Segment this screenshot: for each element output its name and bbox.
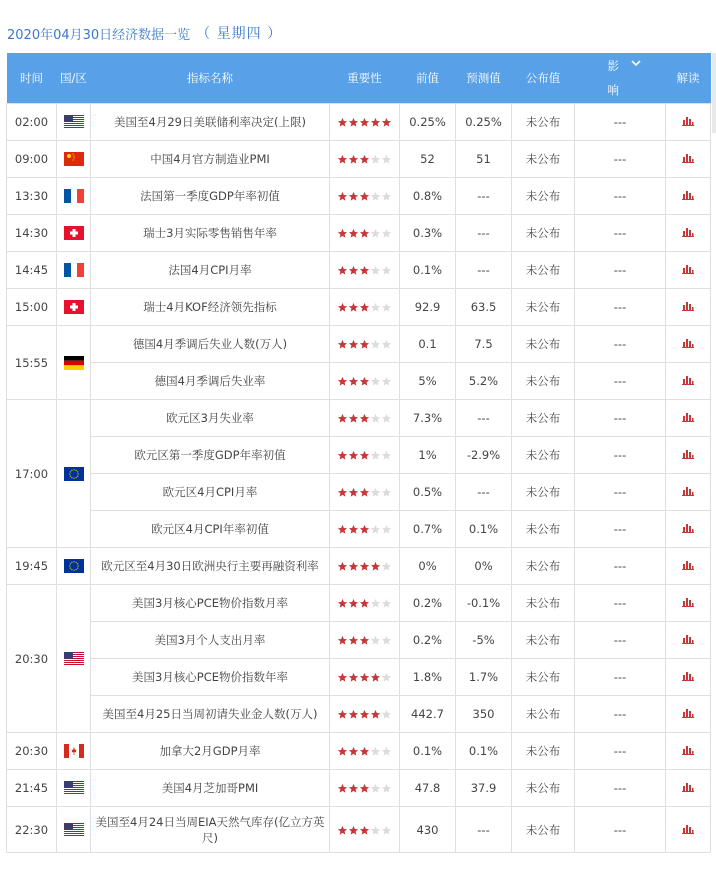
flag-eurozone-icon: [64, 467, 84, 481]
forecast-value: 350: [456, 696, 512, 733]
previous-value: 442.7: [400, 696, 456, 733]
impact-header-top: 影: [607, 59, 619, 73]
forecast-value: -0.1%: [456, 585, 512, 622]
previous-value: 0.1: [400, 326, 456, 363]
previous-value: 0.5%: [400, 474, 456, 511]
actual-value: 未公布: [512, 696, 575, 733]
interpret-cell: [666, 474, 711, 511]
bar-chart-icon[interactable]: [682, 448, 694, 462]
interpret-cell: [666, 215, 711, 252]
impact-value: ---: [575, 585, 666, 622]
flag-us-icon: [64, 781, 84, 795]
impact-value: ---: [575, 659, 666, 696]
table-row: [7, 548, 711, 585]
impact-value: ---: [575, 104, 666, 141]
star-rating-icon: [337, 707, 392, 721]
indicator-name[interactable]: 法国第一季度GDP年率初值: [91, 178, 330, 215]
table-row: [7, 437, 711, 474]
importance-stars: [330, 363, 400, 400]
importance-stars: [330, 178, 400, 215]
impact-value: ---: [575, 252, 666, 289]
impact-value: ---: [575, 733, 666, 770]
forecast-value: 7.5: [456, 326, 512, 363]
time-cell: 13:30: [7, 178, 57, 215]
actual-value: 未公布: [512, 548, 575, 585]
previous-value: 92.9: [400, 289, 456, 326]
country-cell: [57, 104, 91, 141]
indicator-name[interactable]: 美国3月个人支出月率: [91, 622, 330, 659]
forecast-value: ---: [456, 474, 512, 511]
forecast-value: 0.25%: [456, 104, 512, 141]
table-row: [7, 400, 711, 437]
actual-value: 未公布: [512, 141, 575, 178]
previous-value: 430: [400, 807, 456, 853]
indicator-name[interactable]: 欧元区4月CPI月率: [91, 474, 330, 511]
previous-value: 0.1%: [400, 733, 456, 770]
interpret-cell: [666, 104, 711, 141]
star-rating-icon: [337, 596, 392, 610]
indicator-name[interactable]: 欧元区第一季度GDP年率初值: [91, 437, 330, 474]
importance-stars: [330, 770, 400, 807]
column-header-importance: 重要性: [330, 53, 400, 104]
column-header-interpret: 解读: [666, 53, 711, 104]
previous-value: 0.2%: [400, 622, 456, 659]
importance-stars: [330, 215, 400, 252]
impact-value: ---: [575, 511, 666, 548]
indicator-name[interactable]: 美国至4月24日当周EIA天然气库存(亿立方英尺): [91, 807, 330, 853]
indicator-name[interactable]: 美国至4月29日美联储利率决定(上限): [91, 104, 330, 141]
interpret-cell: [666, 252, 711, 289]
importance-stars: [330, 400, 400, 437]
previous-value: 1.8%: [400, 659, 456, 696]
bar-chart-icon[interactable]: [682, 707, 694, 721]
flag-germany-icon: [64, 356, 84, 370]
actual-value: 未公布: [512, 437, 575, 474]
page-title: 2020年04月30日经济数据一览: [7, 27, 191, 43]
country-cell: [57, 141, 91, 178]
forecast-value: 0.1%: [456, 733, 512, 770]
previous-value: 0%: [400, 548, 456, 585]
impact-value: ---: [575, 807, 666, 853]
country-cell: [57, 178, 91, 215]
impact-value: ---: [575, 437, 666, 474]
column-header-impact[interactable]: [575, 53, 666, 104]
forecast-value: ---: [456, 400, 512, 437]
star-rating-icon: [337, 226, 392, 240]
forecast-value: -2.9%: [456, 437, 512, 474]
country-cell: [57, 289, 91, 326]
star-rating-icon: [337, 189, 392, 203]
time-cell: 20:30: [7, 585, 57, 733]
star-rating-icon: [337, 152, 392, 166]
interpret-cell: [666, 178, 711, 215]
interpret-cell: [666, 585, 711, 622]
previous-value: 0.7%: [400, 511, 456, 548]
impact-value: ---: [575, 770, 666, 807]
table-row: [7, 363, 711, 400]
indicator-name[interactable]: 法国4月CPI月率: [91, 252, 330, 289]
star-rating-icon: [337, 300, 392, 314]
actual-value: 未公布: [512, 215, 575, 252]
table-body: [7, 104, 711, 853]
previous-value: 0.8%: [400, 178, 456, 215]
importance-stars: [330, 511, 400, 548]
scrollbar[interactable]: [712, 53, 716, 133]
table-row: [7, 141, 711, 178]
impact-value: ---: [575, 289, 666, 326]
star-rating-icon: [337, 411, 392, 425]
importance-stars: [330, 807, 400, 853]
table-row: [7, 326, 711, 363]
table-row: [7, 252, 711, 289]
interpret-cell: [666, 733, 711, 770]
table-row: [7, 733, 711, 770]
interpret-cell: [666, 326, 711, 363]
bar-chart-icon[interactable]: [682, 559, 694, 573]
importance-stars: [330, 733, 400, 770]
column-header-indicator: 指标名称: [91, 53, 330, 104]
actual-value: 未公布: [512, 585, 575, 622]
impact-value: ---: [575, 326, 666, 363]
indicator-name[interactable]: 美国3月核心PCE物价指数年率: [91, 659, 330, 696]
bar-chart-icon[interactable]: [682, 823, 694, 837]
time-cell: 14:45: [7, 252, 57, 289]
country-cell: [57, 215, 91, 252]
actual-value: 未公布: [512, 511, 575, 548]
star-rating-icon: [337, 823, 392, 837]
actual-value: 未公布: [512, 659, 575, 696]
forecast-value: 0.1%: [456, 511, 512, 548]
time-cell: 15:55: [7, 326, 57, 400]
interpret-cell: [666, 659, 711, 696]
country-cell: [57, 252, 91, 289]
star-rating-icon: [337, 374, 392, 388]
actual-value: 未公布: [512, 622, 575, 659]
time-cell: 19:45: [7, 548, 57, 585]
star-rating-icon: [337, 633, 392, 647]
previous-value: 52: [400, 141, 456, 178]
importance-stars: [330, 696, 400, 733]
indicator-name[interactable]: 欧元区4月CPI年率初值: [91, 511, 330, 548]
indicator-name[interactable]: 美国4月芝加哥PMI: [91, 770, 330, 807]
importance-stars: [330, 289, 400, 326]
flag-us-icon: [64, 652, 84, 666]
column-header-actual: 公布值: [512, 53, 575, 104]
impact-value: ---: [575, 363, 666, 400]
weekday-label: （ 星期四 ）: [196, 26, 283, 42]
importance-stars: [330, 437, 400, 474]
table-row: [7, 474, 711, 511]
indicator-name[interactable]: 欧元区3月失业率: [91, 400, 330, 437]
page-header: [7, 18, 282, 48]
bar-chart-icon[interactable]: [682, 411, 694, 425]
flag-france-icon: [64, 189, 84, 203]
country-cell: [57, 585, 91, 733]
actual-value: 未公布: [512, 363, 575, 400]
table-row: [7, 178, 711, 215]
actual-value: 未公布: [512, 474, 575, 511]
previous-value: 0.3%: [400, 215, 456, 252]
interpret-cell: [666, 511, 711, 548]
impact-value: ---: [575, 141, 666, 178]
actual-value: 未公布: [512, 807, 575, 853]
interpret-cell: [666, 289, 711, 326]
impact-value: ---: [575, 548, 666, 585]
table-row: [7, 770, 711, 807]
flag-france-icon: [64, 263, 84, 277]
previous-value: 1%: [400, 437, 456, 474]
forecast-value: 1.7%: [456, 659, 512, 696]
column-header-forecast: 预测值: [456, 53, 512, 104]
bar-chart-icon[interactable]: [682, 522, 694, 536]
actual-value: 未公布: [512, 252, 575, 289]
flag-us-icon: [64, 823, 84, 837]
column-header-previous: 前值: [400, 53, 456, 104]
flag-eurozone-icon: [64, 559, 84, 573]
importance-stars: [330, 659, 400, 696]
importance-stars: [330, 141, 400, 178]
table-row: [7, 511, 711, 548]
chevron-down-icon[interactable]: [630, 57, 642, 72]
interpret-cell: [666, 770, 711, 807]
impact-value: ---: [575, 178, 666, 215]
economic-calendar-table: [6, 53, 711, 853]
actual-value: 未公布: [512, 770, 575, 807]
column-header-time: 时间: [7, 53, 57, 104]
importance-stars: [330, 326, 400, 363]
forecast-value: 0%: [456, 548, 512, 585]
previous-value: 0.2%: [400, 585, 456, 622]
time-cell: 15:00: [7, 289, 57, 326]
interpret-cell: [666, 141, 711, 178]
bar-chart-icon[interactable]: [682, 374, 694, 388]
bar-chart-icon[interactable]: [682, 337, 694, 351]
interpret-cell: [666, 807, 711, 853]
indicator-name[interactable]: 瑞士3月实际零售销售年率: [91, 215, 330, 252]
time-cell: 22:30: [7, 807, 57, 853]
star-rating-icon: [337, 485, 392, 499]
bar-chart-icon[interactable]: [682, 633, 694, 647]
time-cell: 17:00: [7, 400, 57, 548]
actual-value: 未公布: [512, 289, 575, 326]
impact-value: ---: [575, 474, 666, 511]
star-rating-icon: [337, 263, 392, 277]
table-row: [7, 807, 711, 853]
star-rating-icon: [337, 448, 392, 462]
time-cell: 02:00: [7, 104, 57, 141]
star-rating-icon: [337, 522, 392, 536]
indicator-name[interactable]: 美国3月核心PCE物价指数月率: [91, 585, 330, 622]
country-cell: [57, 548, 91, 585]
bar-chart-icon[interactable]: [682, 226, 694, 240]
flag-canada-icon: [64, 744, 84, 758]
column-header-country: 国/区: [57, 53, 91, 104]
bar-chart-icon[interactable]: [682, 152, 694, 166]
previous-value: 47.8: [400, 770, 456, 807]
star-rating-icon: [337, 744, 392, 758]
forecast-value: 51: [456, 141, 512, 178]
indicator-name[interactable]: 美国至4月25日当周初请失业金人数(万人): [91, 696, 330, 733]
bar-chart-icon[interactable]: [682, 189, 694, 203]
country-cell: [57, 400, 91, 548]
flag-switzerland-icon: [64, 226, 84, 240]
previous-value: 0.25%: [400, 104, 456, 141]
impact-value: ---: [575, 696, 666, 733]
star-rating-icon: [337, 337, 392, 351]
previous-value: 5%: [400, 363, 456, 400]
country-cell: [57, 733, 91, 770]
table-row: [7, 585, 711, 622]
table-header-row: [7, 53, 711, 104]
time-cell: 14:30: [7, 215, 57, 252]
interpret-cell: [666, 363, 711, 400]
actual-value: 未公布: [512, 400, 575, 437]
bar-chart-icon[interactable]: [682, 115, 694, 129]
importance-stars: [330, 548, 400, 585]
indicator-name[interactable]: 中国4月官方制造业PMI: [91, 141, 330, 178]
bar-chart-icon[interactable]: [682, 485, 694, 499]
actual-value: 未公布: [512, 178, 575, 215]
flag-switzerland-icon: [64, 300, 84, 314]
indicator-name[interactable]: 加拿大2月GDP月率: [91, 733, 330, 770]
interpret-cell: [666, 437, 711, 474]
importance-stars: [330, 474, 400, 511]
impact-header-bottom: 响: [607, 83, 619, 97]
impact-value: ---: [575, 215, 666, 252]
actual-value: 未公布: [512, 104, 575, 141]
bar-chart-icon[interactable]: [682, 781, 694, 795]
forecast-value: ---: [456, 215, 512, 252]
interpret-cell: [666, 696, 711, 733]
bar-chart-icon[interactable]: [682, 744, 694, 758]
forecast-value: ---: [456, 178, 512, 215]
forecast-value: 63.5: [456, 289, 512, 326]
interpret-cell: [666, 622, 711, 659]
star-rating-icon: [337, 559, 392, 573]
importance-stars: [330, 585, 400, 622]
star-rating-icon: [337, 115, 392, 129]
bar-chart-icon[interactable]: [682, 300, 694, 314]
indicator-name[interactable]: 德国4月季调后失业人数(万人): [91, 326, 330, 363]
forecast-value: ---: [456, 252, 512, 289]
importance-stars: [330, 252, 400, 289]
interpret-cell: [666, 548, 711, 585]
actual-value: 未公布: [512, 326, 575, 363]
interpret-cell: [666, 400, 711, 437]
table-row: [7, 696, 711, 733]
actual-value: 未公布: [512, 733, 575, 770]
time-cell: 21:45: [7, 770, 57, 807]
bar-chart-icon[interactable]: [682, 670, 694, 684]
importance-stars: [330, 622, 400, 659]
flag-us-icon: [64, 115, 84, 129]
country-cell: [57, 326, 91, 400]
importance-stars: [330, 104, 400, 141]
flag-china-icon: [64, 152, 84, 166]
forecast-value: ---: [456, 807, 512, 853]
time-cell: 09:00: [7, 141, 57, 178]
time-cell: 20:30: [7, 733, 57, 770]
bar-chart-icon[interactable]: [682, 596, 694, 610]
table-row: [7, 289, 711, 326]
country-cell: [57, 770, 91, 807]
indicator-name[interactable]: 欧元区至4月30日欧洲央行主要再融资利率: [91, 548, 330, 585]
table-row: [7, 215, 711, 252]
previous-value: 0.1%: [400, 252, 456, 289]
forecast-value: -5%: [456, 622, 512, 659]
country-cell: [57, 807, 91, 853]
forecast-value: 37.9: [456, 770, 512, 807]
previous-value: 7.3%: [400, 400, 456, 437]
star-rating-icon: [337, 670, 392, 684]
table-row: [7, 622, 711, 659]
impact-value: ---: [575, 622, 666, 659]
indicator-name[interactable]: 德国4月季调后失业率: [91, 363, 330, 400]
impact-value: ---: [575, 400, 666, 437]
bar-chart-icon[interactable]: [682, 263, 694, 277]
table-row: [7, 659, 711, 696]
forecast-value: 5.2%: [456, 363, 512, 400]
star-rating-icon: [337, 781, 392, 795]
table-row: [7, 104, 711, 141]
indicator-name[interactable]: 瑞士4月KOF经济领先指标: [91, 289, 330, 326]
